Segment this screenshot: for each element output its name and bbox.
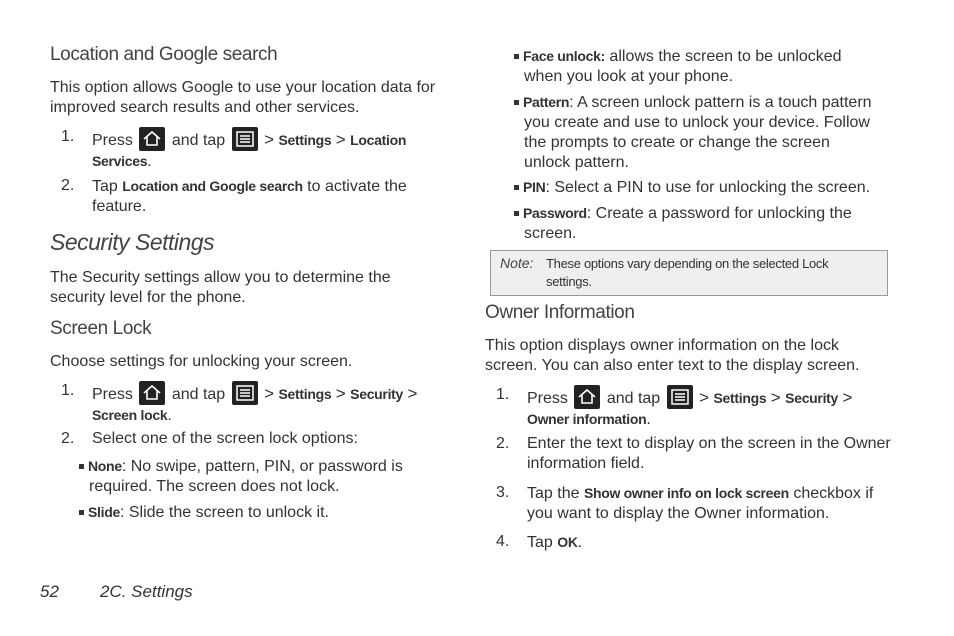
option-none: None: No swipe, pattern, PIN, or password is required. The screen does not lock. [79, 456, 439, 497]
home-icon [139, 381, 165, 405]
bullet-square-icon [514, 54, 519, 59]
note-box [490, 250, 888, 296]
owner-information-heading: Owner Information [485, 302, 635, 323]
page-number: 52 [40, 582, 59, 601]
option-pattern: Pattern: A screen unlock pattern is a touch pattern you create and use to unlock your device. Follow the prompts to create or change the screen unlock pattern. [514, 92, 894, 173]
menu-icon [232, 381, 258, 405]
security-settings-heading: Security Settings [50, 229, 215, 255]
home-icon [574, 385, 600, 409]
menu-icon [667, 385, 693, 409]
screen-lock-heading: Screen Lock [50, 318, 152, 339]
bullet-square-icon [514, 100, 519, 105]
option-password: Password: Create a password for unlocking the screen. [514, 203, 894, 244]
screen-lock-intro: Choose settings for unlocking your screen. [50, 353, 353, 370]
bullet-square-icon [514, 185, 519, 190]
bullet-square-icon [79, 464, 84, 469]
section-title: 2C. Settings [100, 582, 193, 601]
location-intro: This option allows Google to use your location data for improved search results and other services. [50, 79, 436, 116]
bullet-square-icon [514, 211, 519, 216]
location-heading: Location and Google search [50, 44, 278, 65]
option-slide: Slide: Slide the screen to unlock it. [79, 502, 439, 523]
option-face-unlock: Face unlock: allows the screen to be unlocked when you look at your phone. [514, 46, 894, 87]
option-pin: PIN: Select a PIN to use for unlocking the screen. [514, 177, 894, 198]
owner-intro: This option displays owner information on the lock screen. You can also enter text to the display screen. [485, 337, 860, 374]
home-icon [139, 127, 165, 151]
note-text: These options vary depending on the selected Lock settings. [546, 256, 829, 289]
menu-icon [232, 127, 258, 151]
note-label: Note: [500, 255, 534, 271]
bullet-square-icon [79, 510, 84, 515]
security-intro: The Security settings allow you to determine the security level for the phone. [50, 269, 391, 306]
